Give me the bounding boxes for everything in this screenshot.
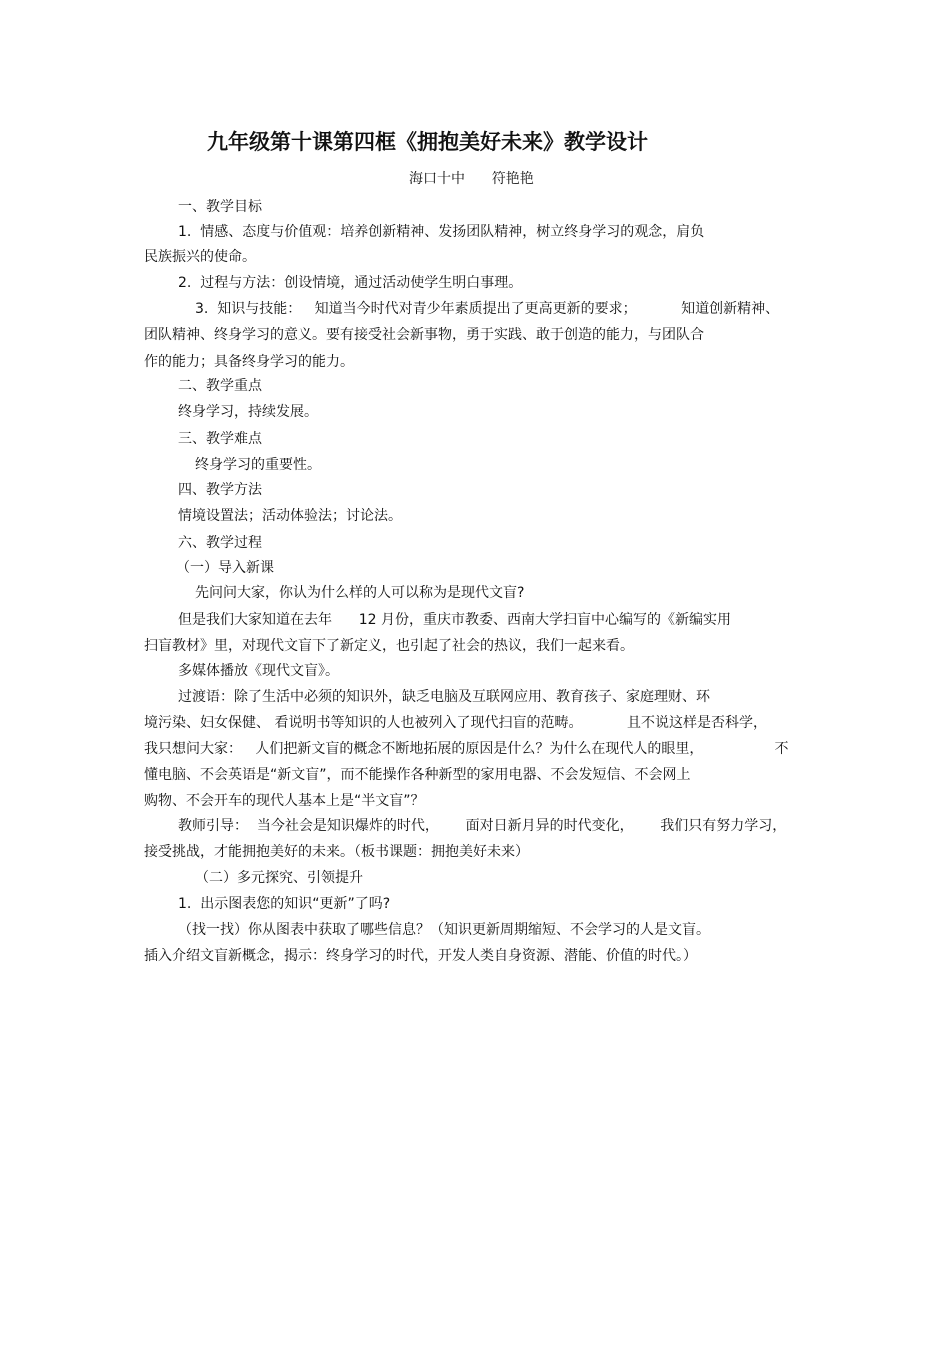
section-heading: 三、教学难点	[178, 431, 262, 447]
paragraph-line: 购物、不会开车的现代人基本上是“半文盲”？	[144, 793, 425, 809]
paragraph-line: 扫盲教材》里，对现代文盲下了新定义，也引起了社会的热议，我们一起来看。	[144, 638, 634, 654]
section-heading: 四、教学方法	[178, 482, 262, 498]
paragraph-line: 过渡语：除了生活中必须的知识外，缺乏电脑及互联网应用、教育孩子、家庭理财、环	[178, 689, 710, 705]
section-heading: 二、教学重点	[178, 378, 262, 394]
paragraph-line: 3. 知识与技能： 知道当今时代对青少年素质提出了更高更新的要求； 知道创新精神、	[195, 301, 780, 317]
paragraph-line: 懂电脑、不会英语是“新文盲”，而不能操作各种新型的家用电器、不会发短信、不会网上	[144, 767, 691, 783]
paragraph-line: 团队精神、终身学习的意义。要有接受社会新事物，勇于实践、敢于创造的能力，与团队合	[144, 327, 704, 343]
subsection-heading: （二）多元探究、引领提升	[195, 870, 363, 886]
paragraph-line: 民族振兴的使命。	[144, 249, 256, 265]
paragraph-line: 1. 出示图表您的知识“更新”了吗?	[178, 896, 391, 912]
paragraph-line: 终身学习的重要性。	[195, 457, 321, 473]
paragraph-line: 我只想问大家： 人们把新文盲的概念不断地拓展的原因是什么？为什么在现代人的眼里， 不	[144, 741, 789, 757]
paragraph-line: 教师引导： 当今社会是知识爆炸的时代， 面对日新月异的时代变化， 我们只有努力学习，	[178, 818, 787, 834]
paragraph-line: 先问问大家，你认为什么样的人可以称为是现代文盲?	[195, 585, 525, 601]
paragraph-line: 1. 情感、态度与价值观：培养创新精神、发扬团队精神，树立终身学习的观念，肩负	[178, 224, 705, 240]
paragraph-line: 终身学习，持续发展。	[178, 404, 318, 420]
paragraph-line: 境污染、妇女保健、 看说明书等知识的人也被列入了现代扫盲的范畴。 且不说这样是否科学，	[144, 715, 767, 731]
paragraph-line: 多媒体播放《现代文盲》。	[178, 663, 339, 679]
section-heading: 一、教学目标	[178, 199, 262, 215]
paragraph-line: 但是我们大家知道在去年 12 月份，重庆市教委、西南大学扫盲中心编写的《新编实用	[178, 612, 731, 628]
paragraph-line: （找一找）你从图表中获取了哪些信息？（知识更新周期缩短、不会学习的人是文盲。	[178, 922, 710, 938]
paragraph-line: 作的能力；具备终身学习的能力。	[144, 354, 354, 370]
author-line: 海口十中 符艳艳	[409, 171, 534, 187]
paragraph-line: 2. 过程与方法：创设情境，通过活动使学生明白事理。	[178, 275, 523, 291]
paragraph-line: 接受挑战，才能拥抱美好的未来。（板书课题：拥抱美好未来）	[144, 844, 529, 860]
subsection-heading: （一）导入新课	[176, 560, 274, 576]
paragraph-line: 插入介绍文盲新概念，揭示：终身学习的时代，开发人类自身资源、潜能、价值的时代。）	[144, 948, 697, 964]
section-heading: 六、教学过程	[178, 535, 262, 551]
paragraph-line: 情境设置法；活动体验法；讨论法。	[178, 508, 402, 524]
document-title: 九年级第十课第四框《拥抱美好未来》教学设计	[207, 130, 648, 154]
